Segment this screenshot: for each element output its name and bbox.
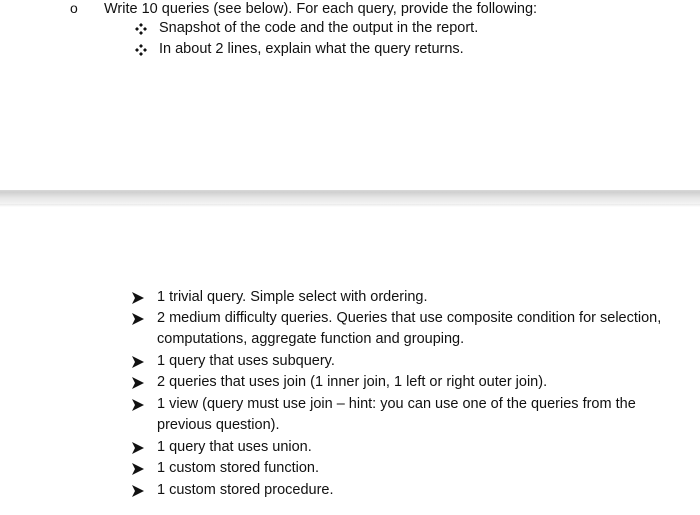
arrowhead-bullet-icon [132, 442, 144, 454]
arrowhead-bullet-icon [132, 485, 144, 497]
list-item-view-cont: previous question). [157, 417, 280, 433]
list-item-stored-function: 1 custom stored function. [157, 460, 319, 476]
four-diamond-bullet-icon [135, 23, 147, 35]
arrowhead-bullet-icon [132, 292, 144, 304]
sub-item-snapshot: Snapshot of the code and the output in the report. [159, 20, 479, 36]
page-separator [0, 190, 700, 204]
four-diamond-bullet-icon [135, 44, 147, 56]
instructions-heading: Write 10 queries (see below). For each query, provide the following: [104, 1, 538, 17]
list-item-medium-queries-cont: computations, aggregate function and grouping. [157, 331, 465, 347]
sub-item-explain: In about 2 lines, explain what the query returns. [159, 41, 464, 57]
list-item-trivial-query: 1 trivial query. Simple select with ordering. [157, 289, 428, 305]
list-item-union: 1 query that uses union. [157, 439, 312, 455]
arrowhead-bullet-icon [132, 463, 144, 475]
list-item-medium-queries: 2 medium difficulty queries. Queries that use composite condition for selection, [157, 310, 662, 326]
hollow-circle-bullet: o [70, 0, 78, 16]
list-item-subquery: 1 query that uses subquery. [157, 353, 335, 369]
page-separator-shadow [0, 204, 700, 207]
list-item-join-queries: 2 queries that uses join (1 inner join, 1 left or right outer join). [157, 374, 548, 390]
arrowhead-bullet-icon [132, 377, 144, 389]
arrowhead-bullet-icon [132, 313, 144, 325]
arrowhead-bullet-icon [132, 356, 144, 368]
arrowhead-bullet-icon [132, 399, 144, 411]
list-item-stored-procedure: 1 custom stored procedure. [157, 482, 334, 498]
list-item-view: 1 view (query must use join – hint: you can use one of the queries from the [157, 396, 636, 412]
